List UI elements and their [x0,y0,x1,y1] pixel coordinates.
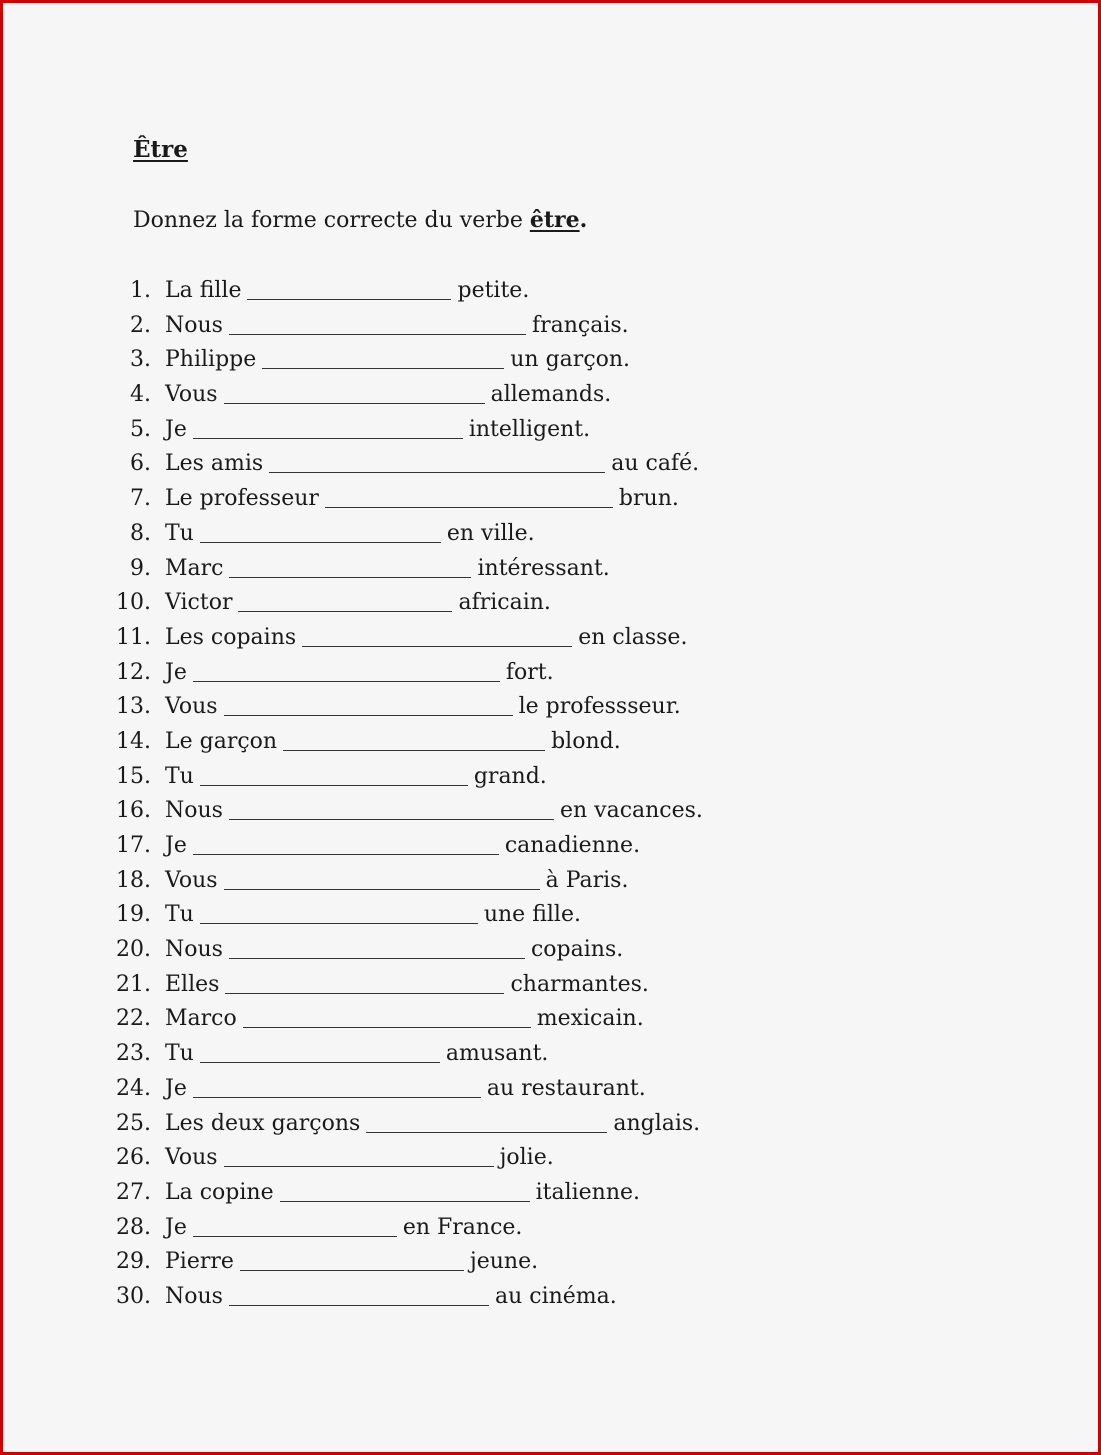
item-number: 30. [116,1283,151,1309]
item-predicate: intelligent. [468,416,591,442]
item-sentence [165,378,611,413]
item-subject: Je [165,833,187,858]
item-number: 22. [116,1006,151,1032]
item-predicate: amusant. [445,1041,549,1067]
item-sentence [165,1211,522,1246]
item-sentence [165,656,554,691]
item-sentence [165,1176,640,1211]
item-predicate: italienne. [535,1179,641,1205]
item-number: 6. [130,451,151,477]
item-subject: Tu [165,902,194,928]
item-subject: Tu [165,520,194,546]
item-predicate: en France. [402,1214,523,1240]
answer-blank[interactable] [224,867,540,890]
item-subject: Le professeur [165,486,319,512]
answer-blank[interactable] [224,1144,494,1167]
answer-blank[interactable] [193,832,499,855]
item-subject: Nous [165,1283,223,1309]
item-sentence [165,1107,700,1142]
answer-blank[interactable] [283,728,545,751]
item-sentence [165,794,703,829]
item-subject: Vous [165,382,218,408]
item-predicate: un garçon. [510,347,631,373]
item-number: 9. [130,555,151,581]
item-sentence [165,1141,554,1176]
item-sentence [165,343,630,378]
answer-blank[interactable] [229,936,525,959]
item-sentence [165,1245,538,1280]
item-predicate: blond. [551,728,621,754]
answer-blank[interactable] [247,277,451,300]
item-subject: Le garçon [165,728,278,754]
item-subject: Marco [165,1006,237,1032]
item-sentence [165,447,699,482]
item-sentence [165,586,551,621]
item-predicate: canadienne. [504,833,641,858]
item-subject: Vous [165,1145,218,1171]
item-subject: La fille [165,278,242,303]
item-predicate: en ville. [446,520,535,546]
instruction-text [133,205,587,236]
answer-blank[interactable] [200,901,478,924]
item-sentence [165,482,679,517]
item-sentence [165,274,529,309]
answer-blank[interactable] [238,589,452,612]
item-subject: Les amis [165,451,264,477]
item-sentence [165,725,621,760]
answer-blank[interactable] [229,555,471,578]
item-predicate: au café. [611,451,700,477]
item-subject: Vous [165,867,218,893]
item-predicate: en classe. [578,624,688,650]
item-number: 13. [116,694,151,720]
answer-blank[interactable] [269,450,605,473]
answer-blank[interactable] [366,1110,607,1133]
item-number: 1. [130,278,151,303]
item-predicate: intéressant. [477,555,610,581]
item-number: 2. [130,312,151,338]
item-sentence [165,864,628,899]
answer-blank[interactable] [243,1005,531,1028]
item-subject: Je [165,1075,187,1101]
instruction-period: . [579,207,588,233]
item-number: 20. [116,937,151,963]
item-predicate: anglais. [613,1110,701,1136]
item-number: 14. [116,728,151,754]
item-number: 16. [116,798,151,824]
item-predicate: français. [531,312,629,338]
item-sentence [165,1037,548,1072]
item-predicate: le professseur. [518,694,681,720]
item-sentence [165,898,581,933]
item-number: 24. [116,1075,151,1101]
item-number: 5. [130,416,151,442]
item-number: 21. [116,971,151,997]
item-number: 7. [130,486,151,512]
item-sentence [165,552,610,587]
item-sentence [165,1002,644,1037]
item-subject: Nous [165,312,223,338]
answer-blank[interactable] [224,381,485,404]
item-subject: Je [165,1214,187,1240]
answer-blank[interactable] [225,971,504,994]
item-predicate: au restaurant. [486,1075,646,1101]
item-number: 15. [116,763,151,789]
item-number: 25. [116,1110,151,1136]
answer-blank[interactable] [193,659,500,682]
item-sentence [165,829,640,864]
item-subject: Nous [165,937,223,963]
item-subject: Victor [165,590,233,616]
item-subject: La copine [165,1179,274,1205]
item-number: 12. [116,659,151,685]
item-subject: Philippe [165,347,257,373]
answer-blank[interactable] [229,312,526,335]
item-subject: Marc [165,555,224,581]
item-sentence [165,760,547,795]
item-predicate: charmantes. [510,971,649,997]
answer-blank[interactable] [200,1040,440,1063]
item-predicate: petite. [457,278,530,303]
item-sentence [165,1280,617,1315]
item-predicate: mexicain. [536,1006,644,1032]
item-subject: Tu [165,763,194,789]
instruction-verb: être [529,207,580,233]
item-number: 18. [116,867,151,893]
item-predicate: grand. [473,763,547,789]
answer-blank[interactable] [224,693,513,716]
item-number: 4. [130,382,151,408]
item-subject: Je [165,416,187,442]
item-sentence [165,517,535,552]
item-predicate: à Paris. [545,867,629,893]
item-subject: Les deux garçons [165,1110,361,1136]
instruction-lead: Donnez la forme correcte du verbe [133,208,530,233]
item-predicate: en vacances. [559,798,703,824]
item-predicate: jeune. [469,1249,539,1275]
item-predicate: fort. [505,659,554,685]
item-predicate: allemands. [490,382,612,408]
item-sentence [165,1072,646,1107]
item-sentence [165,690,681,725]
item-number: 28. [116,1214,151,1240]
item-number: 27. [116,1179,151,1205]
item-subject: Pierre [165,1249,234,1275]
item-sentence [165,309,629,344]
item-subject: Nous [165,798,223,824]
item-number: 23. [116,1041,151,1067]
item-number: 26. [116,1145,151,1171]
item-sentence [165,413,590,448]
item-number: 17. [116,833,151,858]
item-predicate: copains. [530,937,624,963]
item-subject: Elles [165,971,220,997]
answer-blank[interactable] [280,1179,530,1202]
item-subject: Tu [165,1041,194,1067]
worksheet-title: Être [133,136,188,163]
item-subject: Les copains [165,624,297,650]
answer-blank[interactable] [229,1283,489,1306]
item-subject: Vous [165,694,218,720]
item-number: 19. [116,902,151,928]
item-number: 3. [130,347,151,373]
item-predicate: une fille. [483,902,581,928]
answer-blank[interactable] [262,346,504,369]
answer-blank[interactable] [193,416,463,439]
item-sentence [165,933,623,968]
item-sentence [165,968,649,1003]
answer-blank[interactable] [325,485,613,508]
answer-blank[interactable] [240,1248,464,1271]
answer-blank[interactable] [193,1214,397,1237]
item-predicate: au cinéma. [494,1283,617,1309]
answer-blank[interactable] [200,520,441,543]
item-predicate: africain. [458,590,551,616]
item-number: 11. [116,624,151,650]
item-number: 29. [116,1249,151,1275]
answer-blank[interactable] [229,797,554,820]
answer-blank[interactable] [302,624,572,647]
item-subject: Je [165,659,187,685]
answer-blank[interactable] [193,1075,481,1098]
item-predicate: jolie. [499,1145,554,1171]
item-sentence [165,621,687,656]
item-number: 8. [130,520,151,546]
item-predicate: brun. [618,486,679,512]
answer-blank[interactable] [200,763,468,786]
item-number: 10. [116,590,151,616]
